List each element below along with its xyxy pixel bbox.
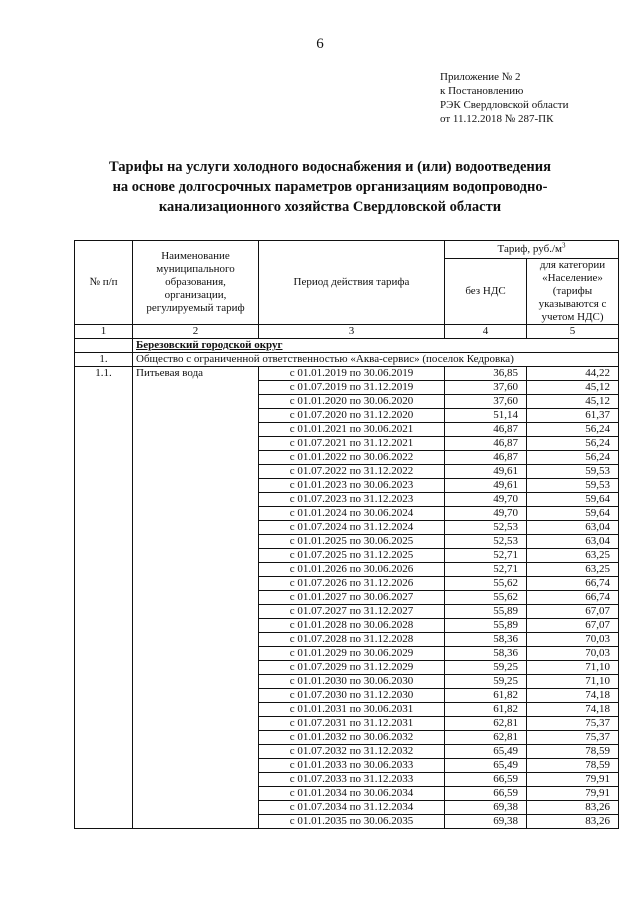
header-tariff-label: Тариф, руб./м bbox=[497, 243, 562, 255]
table-row bbox=[75, 367, 619, 381]
period-cell: с 01.01.2035 по 30.06.2035 bbox=[259, 815, 445, 829]
period-cell: с 01.01.2026 по 30.06.2026 bbox=[259, 563, 445, 577]
appendix-line: от 11.12.2018 № 287-ПК bbox=[440, 113, 554, 125]
population-cell: 79,91 bbox=[527, 787, 619, 801]
appendix-note bbox=[440, 70, 568, 126]
population-cell: 56,24 bbox=[527, 423, 619, 437]
section-num-cell bbox=[75, 339, 133, 353]
section-title bbox=[133, 339, 619, 353]
population-cell: 59,53 bbox=[527, 465, 619, 479]
no-vat-cell: 55,89 bbox=[445, 619, 527, 633]
appendix-line: к Постановлению bbox=[440, 85, 524, 97]
no-vat-cell: 55,62 bbox=[445, 591, 527, 605]
population-cell: 83,26 bbox=[527, 815, 619, 829]
org-num: 1. bbox=[75, 353, 133, 367]
period-cell: с 01.07.2023 по 31.12.2023 bbox=[259, 493, 445, 507]
population-cell: 63,25 bbox=[527, 563, 619, 577]
period-cell: с 01.07.2024 по 31.12.2024 bbox=[259, 521, 445, 535]
period-cell: с 01.07.2028 по 31.12.2028 bbox=[259, 633, 445, 647]
no-vat-cell: 46,87 bbox=[445, 437, 527, 451]
period-cell: с 01.01.2023 по 30.06.2023 bbox=[259, 479, 445, 493]
population-cell: 63,25 bbox=[527, 549, 619, 563]
no-vat-cell: 46,87 bbox=[445, 451, 527, 465]
population-cell: 78,59 bbox=[527, 745, 619, 759]
period-cell: с 01.01.2019 по 30.06.2019 bbox=[259, 367, 445, 381]
population-cell: 70,03 bbox=[527, 633, 619, 647]
no-vat-cell: 36,85 bbox=[445, 367, 527, 381]
period-cell: с 01.01.2032 по 30.06.2032 bbox=[259, 731, 445, 745]
header-period: Период действия тарифа bbox=[259, 241, 445, 325]
col-number: 3 bbox=[259, 325, 445, 339]
no-vat-cell: 62,81 bbox=[445, 731, 527, 745]
no-vat-cell: 55,62 bbox=[445, 577, 527, 591]
no-vat-cell: 69,38 bbox=[445, 815, 527, 829]
no-vat-cell: 52,53 bbox=[445, 521, 527, 535]
population-cell: 56,24 bbox=[527, 437, 619, 451]
no-vat-cell: 61,82 bbox=[445, 689, 527, 703]
no-vat-cell: 58,36 bbox=[445, 633, 527, 647]
population-cell: 67,07 bbox=[527, 605, 619, 619]
no-vat-cell: 59,25 bbox=[445, 675, 527, 689]
period-cell: с 01.07.2020 по 31.12.2020 bbox=[259, 409, 445, 423]
period-cell: с 01.07.2030 по 31.12.2030 bbox=[259, 689, 445, 703]
population-cell: 45,12 bbox=[527, 381, 619, 395]
no-vat-cell: 66,59 bbox=[445, 773, 527, 787]
header-no-vat: без НДС bbox=[445, 259, 527, 325]
period-cell: с 01.01.2030 по 30.06.2030 bbox=[259, 675, 445, 689]
no-vat-cell: 55,89 bbox=[445, 605, 527, 619]
no-vat-cell: 37,60 bbox=[445, 381, 527, 395]
col-number: 1 bbox=[75, 325, 133, 339]
no-vat-cell: 37,60 bbox=[445, 395, 527, 409]
period-cell: с 01.01.2022 по 30.06.2022 bbox=[259, 451, 445, 465]
no-vat-cell: 62,81 bbox=[445, 717, 527, 731]
period-cell: с 01.07.2033 по 31.12.2033 bbox=[259, 773, 445, 787]
appendix-line: РЭК Свердловской области bbox=[440, 99, 569, 111]
appendix-line: Приложение № 2 bbox=[440, 71, 521, 83]
no-vat-cell: 66,59 bbox=[445, 787, 527, 801]
no-vat-cell: 52,71 bbox=[445, 549, 527, 563]
header-name: Наименование муниципального образования, организации, регулируемый тариф bbox=[133, 241, 259, 325]
page-number: 6 bbox=[316, 36, 324, 52]
period-cell: с 01.07.2022 по 31.12.2022 bbox=[259, 465, 445, 479]
title-line: канализационного хозяйства Свердловской области bbox=[158, 199, 502, 215]
col-number: 5 bbox=[527, 325, 619, 339]
period-cell: с 01.07.2021 по 31.12.2021 bbox=[259, 437, 445, 451]
document-title bbox=[90, 157, 570, 217]
period-cell: с 01.07.2019 по 31.12.2019 bbox=[259, 381, 445, 395]
no-vat-cell: 46,87 bbox=[445, 423, 527, 437]
population-cell: 67,07 bbox=[527, 619, 619, 633]
population-cell: 78,59 bbox=[527, 759, 619, 773]
period-cell: с 01.01.2027 по 30.06.2027 bbox=[259, 591, 445, 605]
population-cell: 83,26 bbox=[527, 801, 619, 815]
population-cell: 66,74 bbox=[527, 577, 619, 591]
population-cell: 79,91 bbox=[527, 773, 619, 787]
no-vat-cell: 49,70 bbox=[445, 507, 527, 521]
population-cell: 45,12 bbox=[527, 395, 619, 409]
header-population: для категории «Население» (тарифы указываются с учетом НДС) bbox=[527, 259, 619, 325]
population-cell: 59,64 bbox=[527, 507, 619, 521]
population-cell: 74,18 bbox=[527, 703, 619, 717]
period-cell: с 01.01.2034 по 30.06.2034 bbox=[259, 787, 445, 801]
col-number: 4 bbox=[445, 325, 527, 339]
population-cell: 74,18 bbox=[527, 689, 619, 703]
period-cell: с 01.01.2021 по 30.06.2021 bbox=[259, 423, 445, 437]
no-vat-cell: 49,61 bbox=[445, 479, 527, 493]
population-cell: 63,04 bbox=[527, 535, 619, 549]
no-vat-cell: 51,14 bbox=[445, 409, 527, 423]
population-cell: 44,22 bbox=[527, 367, 619, 381]
population-cell: 75,37 bbox=[527, 731, 619, 745]
header-tariff bbox=[445, 241, 619, 259]
col-number: 2 bbox=[133, 325, 259, 339]
header-tariff-sup: 3 bbox=[561, 241, 566, 250]
period-cell: с 01.07.2032 по 31.12.2032 bbox=[259, 745, 445, 759]
title-line: Тарифы на услуги холодного водоснабжения и (или) водоотведения bbox=[109, 159, 551, 175]
population-cell: 61,37 bbox=[527, 409, 619, 423]
period-cell: с 01.07.2029 по 31.12.2029 bbox=[259, 661, 445, 675]
no-vat-cell: 52,53 bbox=[445, 535, 527, 549]
population-cell: 66,74 bbox=[527, 591, 619, 605]
period-cell: с 01.01.2028 по 30.06.2028 bbox=[259, 619, 445, 633]
period-cell: с 01.07.2025 по 31.12.2025 bbox=[259, 549, 445, 563]
title-line: на основе долгосрочных параметров организациям водопроводно- bbox=[112, 179, 548, 195]
item-name: Питьевая вода bbox=[133, 367, 259, 829]
no-vat-cell: 65,49 bbox=[445, 745, 527, 759]
no-vat-cell: 49,70 bbox=[445, 493, 527, 507]
section-title-text: Березовский городской округ bbox=[136, 339, 283, 351]
population-cell: 75,37 bbox=[527, 717, 619, 731]
header-num: № п/п bbox=[75, 241, 133, 325]
no-vat-cell: 52,71 bbox=[445, 563, 527, 577]
population-cell: 71,10 bbox=[527, 661, 619, 675]
period-cell: с 01.01.2024 по 30.06.2024 bbox=[259, 507, 445, 521]
no-vat-cell: 49,61 bbox=[445, 465, 527, 479]
population-cell: 70,03 bbox=[527, 647, 619, 661]
no-vat-cell: 59,25 bbox=[445, 661, 527, 675]
period-cell: с 01.01.2025 по 30.06.2025 bbox=[259, 535, 445, 549]
population-cell: 59,53 bbox=[527, 479, 619, 493]
population-cell: 59,64 bbox=[527, 493, 619, 507]
org-name: Общество с ограниченной ответственностью «Аква-сервис» (поселок Кедровка) bbox=[133, 353, 619, 367]
period-cell: с 01.01.2031 по 30.06.2031 bbox=[259, 703, 445, 717]
population-cell: 71,10 bbox=[527, 675, 619, 689]
no-vat-cell: 65,49 bbox=[445, 759, 527, 773]
period-cell: с 01.07.2027 по 31.12.2027 bbox=[259, 605, 445, 619]
period-cell: с 01.01.2020 по 30.06.2020 bbox=[259, 395, 445, 409]
no-vat-cell: 69,38 bbox=[445, 801, 527, 815]
population-cell: 56,24 bbox=[527, 451, 619, 465]
item-num: 1.1. bbox=[75, 367, 133, 829]
period-cell: с 01.07.2031 по 31.12.2031 bbox=[259, 717, 445, 731]
tariff-table bbox=[74, 240, 619, 829]
no-vat-cell: 58,36 bbox=[445, 647, 527, 661]
population-cell: 63,04 bbox=[527, 521, 619, 535]
period-cell: с 01.07.2026 по 31.12.2026 bbox=[259, 577, 445, 591]
period-cell: с 01.01.2033 по 30.06.2033 bbox=[259, 759, 445, 773]
period-cell: с 01.07.2034 по 31.12.2034 bbox=[259, 801, 445, 815]
no-vat-cell: 61,82 bbox=[445, 703, 527, 717]
period-cell: с 01.01.2029 по 30.06.2029 bbox=[259, 647, 445, 661]
